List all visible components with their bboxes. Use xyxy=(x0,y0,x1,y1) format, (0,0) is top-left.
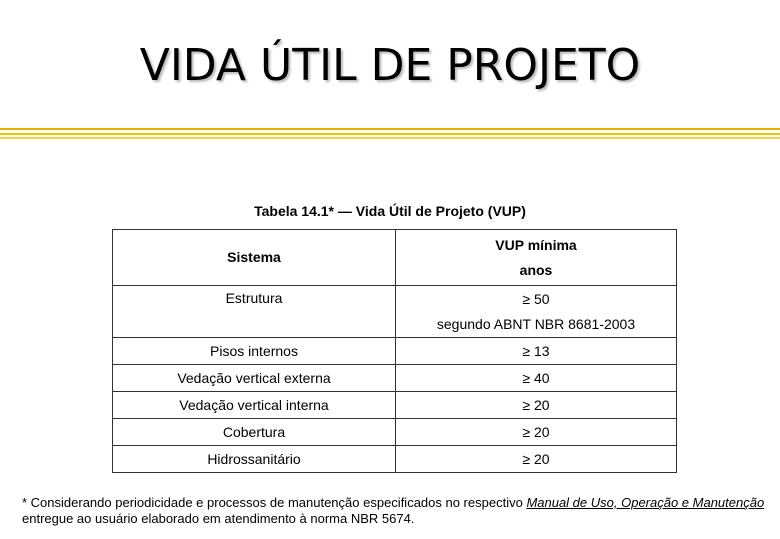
cell-vup-value: ≥ 50 xyxy=(522,290,550,307)
table-footnote xyxy=(22,495,770,527)
cell-vup: ≥ 40 xyxy=(396,365,677,392)
cell-sistema: Vedação vertical externa xyxy=(113,365,396,392)
footnote-suffix: entregue ao usuário elaborado em atendimento à norma NBR 5674. xyxy=(22,511,415,526)
table-header-row xyxy=(113,230,677,286)
slide-title: VIDA ÚTIL DE PROJETO xyxy=(139,40,641,91)
title-divider-line xyxy=(0,137,780,139)
cell-sistema: Vedação vertical interna xyxy=(113,392,396,419)
header-vup xyxy=(396,230,677,286)
cell-vup: ≥ 20 xyxy=(396,446,677,473)
vup-table xyxy=(112,229,677,473)
cell-vup-note: segundo ABNT NBR 8681-2003 xyxy=(436,315,636,332)
header-vup-label: VUP mínima xyxy=(495,236,577,253)
table-row xyxy=(113,338,677,365)
header-vup-unit: anos xyxy=(519,261,553,278)
table-row xyxy=(113,286,677,338)
cell-vup: ≥ 20 xyxy=(396,419,677,446)
table-row xyxy=(113,419,677,446)
table-row xyxy=(113,365,677,392)
cell-sistema: Cobertura xyxy=(113,419,396,446)
cell-vup: ≥ 13 xyxy=(396,338,677,365)
cell-vup xyxy=(396,286,677,338)
table-row xyxy=(113,392,677,419)
cell-vup: ≥ 20 xyxy=(396,392,677,419)
manual-reference: Manual de Uso, Operação e Manutenção xyxy=(526,495,765,510)
header-sistema: Sistema xyxy=(113,230,396,286)
cell-sistema: Estrutura xyxy=(113,286,396,338)
table-row xyxy=(113,446,677,473)
title-divider-line xyxy=(0,128,780,130)
cell-sistema: Pisos internos xyxy=(113,338,396,365)
title-divider-line xyxy=(0,133,780,135)
cell-sistema: Hidrossanitário xyxy=(113,446,396,473)
table-caption: Tabela 14.1* — Vida Útil de Projeto (VUP) xyxy=(254,203,526,219)
footnote-prefix: * Considerando periodicidade e processos de manutenção especificados no respectivo xyxy=(22,495,527,510)
